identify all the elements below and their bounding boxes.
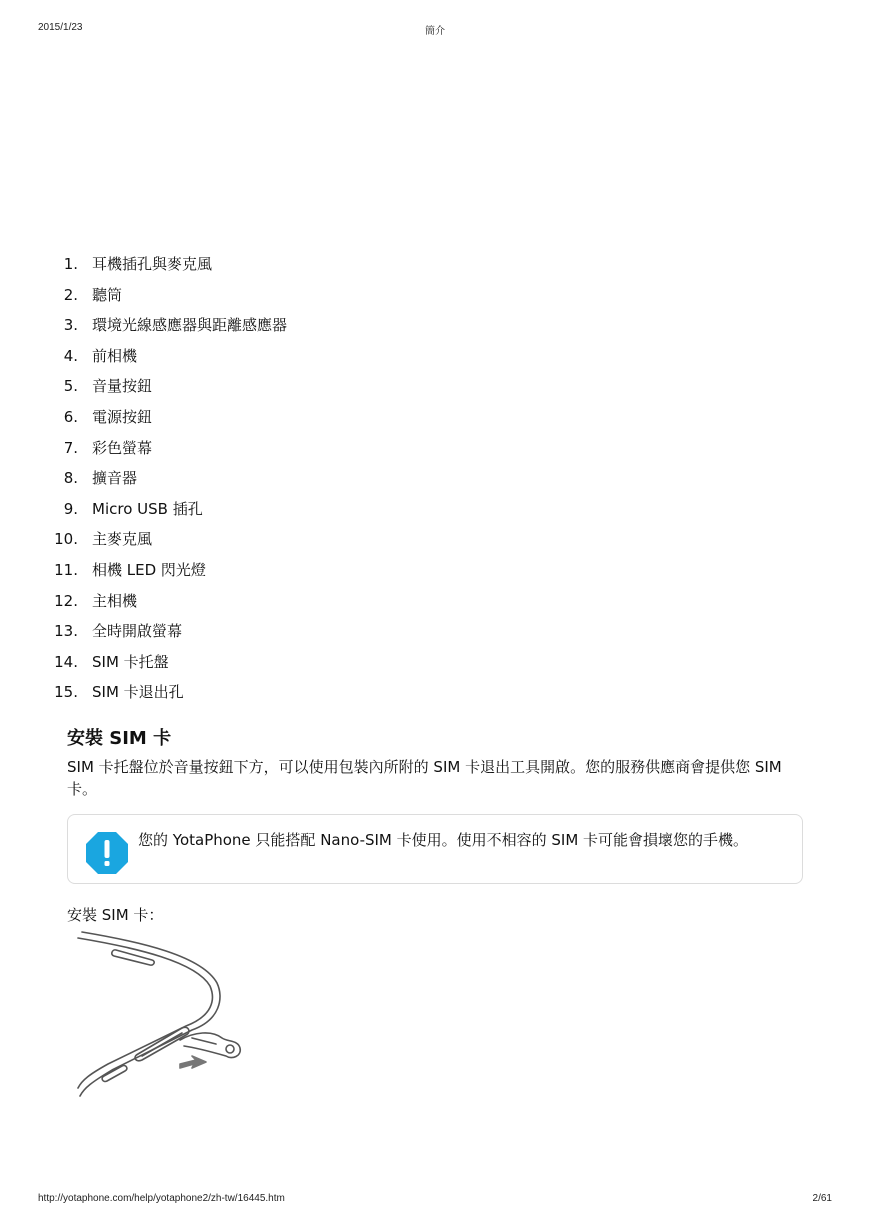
list-item (0, 527, 700, 558)
list-item (0, 558, 700, 589)
list-item-label: 擴音器 (92, 469, 138, 488)
print-title: 簡介 (425, 26, 445, 37)
list-item-number: 2. (63, 285, 78, 304)
list-item-number: 13. (54, 622, 78, 641)
list-item-number: 6. (63, 407, 78, 426)
list-item-number: 12. (54, 591, 78, 610)
list-item-number: 15. (54, 683, 78, 702)
list-item-number: 10. (54, 530, 78, 549)
list-item (0, 374, 700, 405)
list-item-label: 相機 LED 閃光燈 (92, 560, 206, 579)
section-heading: 安裝 SIM 卡 (67, 728, 172, 749)
list-item (0, 405, 700, 436)
list-item-label: 電源按鈕 (92, 407, 153, 426)
list-item-number: 3. (63, 316, 78, 335)
list-item-number: 1. (63, 255, 78, 273)
list-item-number: 4. (63, 346, 78, 365)
list-item (0, 650, 700, 681)
sim-tray-ejection-illustration (72, 928, 252, 1110)
list-item (0, 436, 700, 467)
list-item-label: 主麥克風 (92, 530, 153, 549)
list-item (0, 680, 700, 711)
list-item (0, 497, 700, 528)
list-item-label: 前相機 (92, 346, 138, 365)
warning-notice (67, 814, 803, 884)
list-item-number: 7. (63, 438, 78, 457)
list-item-label: 耳機插孔與麥克風 (92, 255, 213, 273)
notice-text: 您的 YotaPhone 只能搭配 Nano-SIM 卡使用。使用不相容的 SIM 卡可能會損壞您的手機。 (138, 831, 749, 849)
list-item (0, 344, 700, 375)
list-item (0, 313, 700, 344)
print-date: 2015/1/23 (38, 22, 83, 33)
install-steps-label: 安裝 SIM 卡： (67, 906, 164, 924)
list-item-label: 聽筒 (92, 285, 123, 304)
list-item-label: SIM 卡退出孔 (92, 683, 184, 702)
section-description: SIM 卡托盤位於音量按鈕下方，可以使用包裝內所附的 SIM 卡退出工具開啟。您的服務供應商會提供您 SIM 卡。 (67, 758, 782, 798)
list-item (0, 619, 700, 650)
parts-list (0, 252, 700, 711)
list-item-label: 環境光線感應器與距離感應器 (92, 316, 288, 335)
list-item-label: 主相機 (92, 591, 138, 610)
list-item-label: 音量按鈕 (92, 377, 153, 396)
list-item (0, 252, 700, 283)
list-item-number: 14. (54, 652, 78, 671)
list-item-number: 11. (54, 560, 78, 579)
list-item-label: 彩色螢幕 (92, 438, 153, 457)
list-item (0, 466, 700, 497)
list-item-number: 9. (63, 499, 78, 518)
list-item-label: SIM 卡托盤 (92, 652, 169, 671)
warning-exclamation-icon (85, 831, 129, 875)
page-url: http://yotaphone.com/help/yotaphone2/zh-tw/16445.htm (38, 1193, 285, 1204)
print-footer (38, 1193, 832, 1207)
list-item (0, 283, 700, 314)
list-item-label: 全時開啟螢幕 (92, 622, 183, 641)
list-item-number: 5. (63, 377, 78, 396)
list-item-label: Micro USB 插孔 (92, 499, 203, 518)
page-number: 2/61 (812, 1193, 832, 1204)
list-item (0, 589, 700, 620)
print-header (38, 22, 832, 36)
list-item-number: 8. (63, 469, 78, 488)
